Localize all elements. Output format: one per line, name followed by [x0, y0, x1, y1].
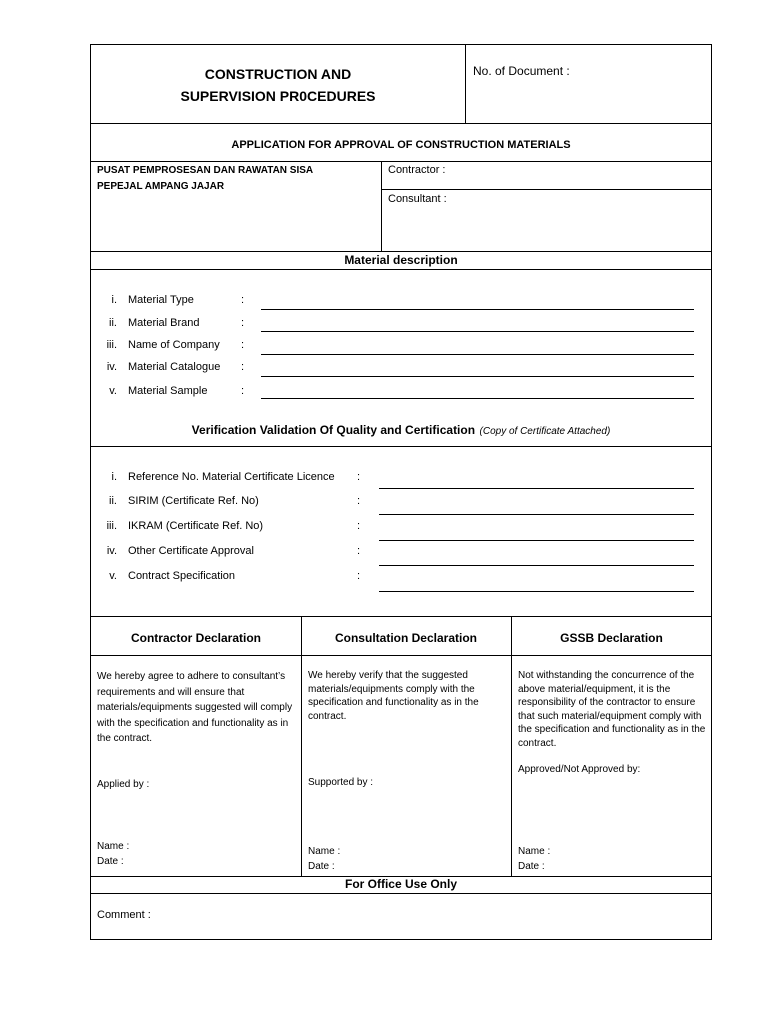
colon: :: [357, 520, 361, 532]
approved-by-label: Approved/Not Approved by:: [518, 764, 641, 775]
divider: [91, 446, 711, 447]
colon: :: [357, 545, 361, 557]
divider: [381, 161, 382, 251]
office-use-heading: For Office Use Only: [344, 877, 458, 891]
reference-no-label: Reference No. Material Certificate Licence: [128, 471, 335, 483]
contract-specification-label: Contract Specification: [128, 570, 235, 582]
material-sample-line[interactable]: [261, 398, 694, 399]
company-name-line[interactable]: [261, 354, 694, 355]
item-number: i.: [111, 471, 117, 483]
material-catalogue-line[interactable]: [261, 376, 694, 377]
item-number: iii.: [106, 520, 117, 532]
divider: [91, 655, 711, 656]
gssb-date-label: Date :: [518, 861, 545, 872]
item-number: v.: [109, 385, 117, 397]
consultation-declaration-heading: Consultation Declaration: [334, 631, 477, 645]
ikram-line[interactable]: [379, 540, 694, 541]
document-title: [91, 63, 465, 107]
divider: [381, 189, 711, 190]
company-name-label: Name of Company: [128, 339, 220, 351]
divider: [91, 893, 711, 894]
document-number-label: No. of Document :: [473, 64, 570, 78]
material-heading: Material description: [344, 253, 458, 267]
divider: [91, 251, 711, 252]
divider: [91, 123, 711, 124]
colon: :: [241, 339, 245, 351]
comment-field[interactable]: Comment :: [97, 909, 151, 921]
material-brand-label: Material Brand: [128, 317, 200, 329]
gssb-name-label: Name :: [518, 846, 551, 857]
other-certificate-label: Other Certificate Approval: [128, 545, 254, 557]
project-name: [97, 163, 313, 195]
item-number: v.: [109, 570, 117, 582]
consultant-field[interactable]: Consultant :: [388, 193, 447, 205]
contractor-declaration-text: We hereby agree to adhere to consultant’s requirements and will ensure that materials/equipments suggested will comply with the specification and functionality as in the contract.: [97, 671, 293, 744]
material-brand-line[interactable]: [261, 331, 694, 332]
divider: [91, 616, 711, 617]
gssb-declaration-heading: GSSB Declaration: [560, 631, 663, 645]
title-line-1: CONSTRUCTION AND: [204, 66, 352, 82]
divider: [91, 161, 711, 162]
colon: :: [357, 495, 361, 507]
colon: :: [357, 570, 361, 582]
sirim-line[interactable]: [379, 514, 694, 515]
ikram-label: IKRAM (Certificate Ref. No): [128, 520, 264, 532]
item-number: iv.: [106, 545, 117, 557]
consultation-name-label: Name :: [308, 846, 341, 857]
reference-no-line[interactable]: [379, 488, 694, 489]
colon: :: [241, 361, 245, 373]
gssb-declaration-text: Not withstanding the concurrence of the above material/equipment, it is the responsibility of the contractor to ensure that such material/equipment comply with the specification and functionality as in the contract.: [518, 670, 706, 749]
sirim-label: SIRIM (Certificate Ref. No): [128, 495, 259, 507]
material-type-label: Material Type: [128, 294, 194, 306]
consultation-date-label: Date :: [308, 861, 335, 872]
verification-heading-note: (Copy of Certificate Attached): [479, 426, 611, 437]
contractor-date-label: Date :: [97, 856, 124, 867]
other-certificate-line[interactable]: [379, 565, 694, 566]
consultation-declaration-text: We hereby verify that the suggested materials/equipments comply with the specification and functionality as in the contract.: [308, 670, 479, 722]
item-number: ii.: [109, 317, 117, 329]
contractor-field[interactable]: Contractor :: [388, 164, 446, 176]
item-number: iii.: [106, 339, 117, 351]
approval-form: [90, 44, 712, 940]
verification-heading-text: Verification Validation Of Quality and Certification: [191, 423, 476, 437]
item-number: iv.: [106, 361, 117, 373]
colon: :: [241, 294, 245, 306]
colon: :: [357, 471, 361, 483]
applied-by-label: Applied by :: [97, 779, 150, 790]
material-sample-label: Material Sample: [128, 385, 208, 397]
colon: :: [241, 385, 245, 397]
item-number: ii.: [109, 495, 117, 507]
material-type-line[interactable]: [261, 309, 694, 310]
project-name-line-1: PUSAT PEMPROSESAN DAN RAWATAN SISA: [97, 165, 314, 176]
application-title: APPLICATION FOR APPROVAL OF CONSTRUCTION MATERIALS: [231, 139, 571, 151]
material-catalogue-label: Material Catalogue: [128, 361, 221, 373]
contractor-declaration-heading: Contractor Declaration: [130, 631, 262, 645]
header-divider: [465, 45, 466, 123]
project-name-line-2: PEPEJAL AMPANG JAJAR: [97, 181, 225, 192]
title-line-2: SUPERVISION PR0CEDURES: [180, 88, 376, 104]
item-number: i.: [111, 294, 117, 306]
verification-heading: [91, 421, 711, 439]
supported-by-label: Supported by :: [308, 777, 374, 788]
divider: [91, 269, 711, 270]
contractor-name-label: Name :: [97, 841, 130, 852]
contract-specification-line[interactable]: [379, 591, 694, 592]
colon: :: [241, 317, 245, 329]
